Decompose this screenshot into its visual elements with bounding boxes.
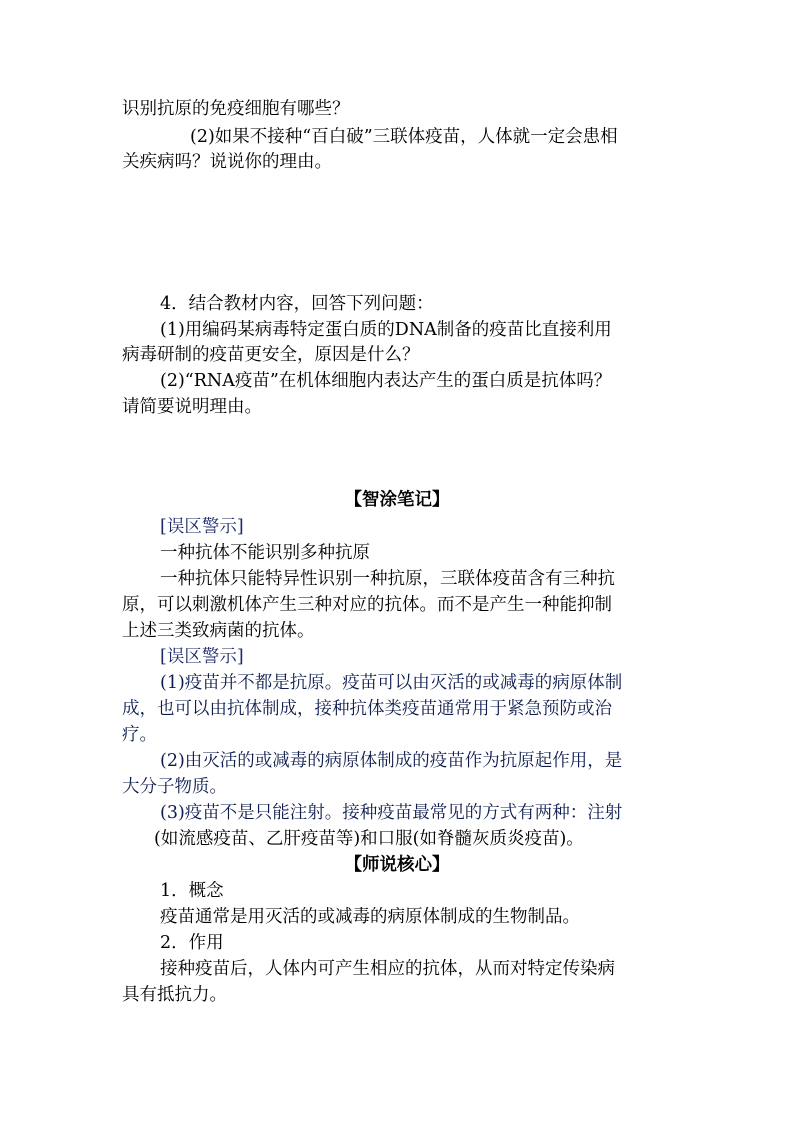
question-text-line: 识别抗原的免疫细胞有哪些？ [122,99,350,119]
core-title: 【师说核心】 [344,855,450,875]
note-text-line: (1)疫苗并不都是抗原。疫苗可以由灭活的或减毒的病原体制 [160,673,623,693]
question-heading: 4．结合教材内容，回答下列问题： [160,294,434,314]
warning-label: [误区警示] [160,647,244,667]
core-item-heading: 1．概念 [160,881,224,901]
note-text-line: 大分子物质。 [122,777,227,797]
core-text-line: 接种疫苗后，人体内可产生相应的抗体，从而对特定传染病 [160,959,615,979]
note-text-line: 成，也可以由抗体制成，接种抗体类疫苗通常用于紧急预防或治 [122,699,612,719]
core-item-heading: 2．作用 [160,933,224,953]
question-text-line: (2)如果不接种“百白破”三联体疫苗，人体就一定会患相 [190,127,618,147]
note-text-line: (2)由灭活的或减毒的病原体制成的疫苗作为抗原起作用，是 [160,751,623,771]
note-text-line: (如流感疫苗、乙肝疫苗等)和口服(如脊髓灰质炎疫苗)。 [154,829,584,849]
warning-label: [误区警示] [160,517,244,537]
core-text-line: 疫苗通常是用灭活的或减毒的病原体制成的生物制品。 [160,907,580,927]
note-text-line: 上述三类致病菌的抗体。 [122,621,315,641]
question-text-line: 请简要说明理由。 [122,397,262,417]
question-text-line: (1)用编码某病毒特定蛋白质的DNA制备的疫苗比直接利用 [160,320,612,340]
core-text-line: 具有抵抗力。 [122,985,227,1005]
question-text-line: 关疾病吗？说说你的理由。 [122,152,332,172]
note-text-line: 疗。 [122,725,157,745]
note-text-line: (3)疫苗不是只能注射。接种疫苗最常见的方式有两种：注射 [160,803,623,823]
note-text-line: 原，可以刺激机体产生三种对应的抗体。而不是产生一种能抑制 [122,595,612,615]
notes-title: 【智涂笔记】 [344,490,450,510]
question-text-line: 病毒研制的疫苗更安全，原因是什么？ [122,345,420,365]
note-text-line: 一种抗体不能识别多种抗原 [160,543,370,563]
note-text-line: 一种抗体只能特异性识别一种抗原，三联体疫苗含有三种抗 [160,569,615,589]
question-text-line: (2)“RNA疫苗”在机体细胞内表达产生的蛋白质是抗体吗？ [160,371,612,391]
